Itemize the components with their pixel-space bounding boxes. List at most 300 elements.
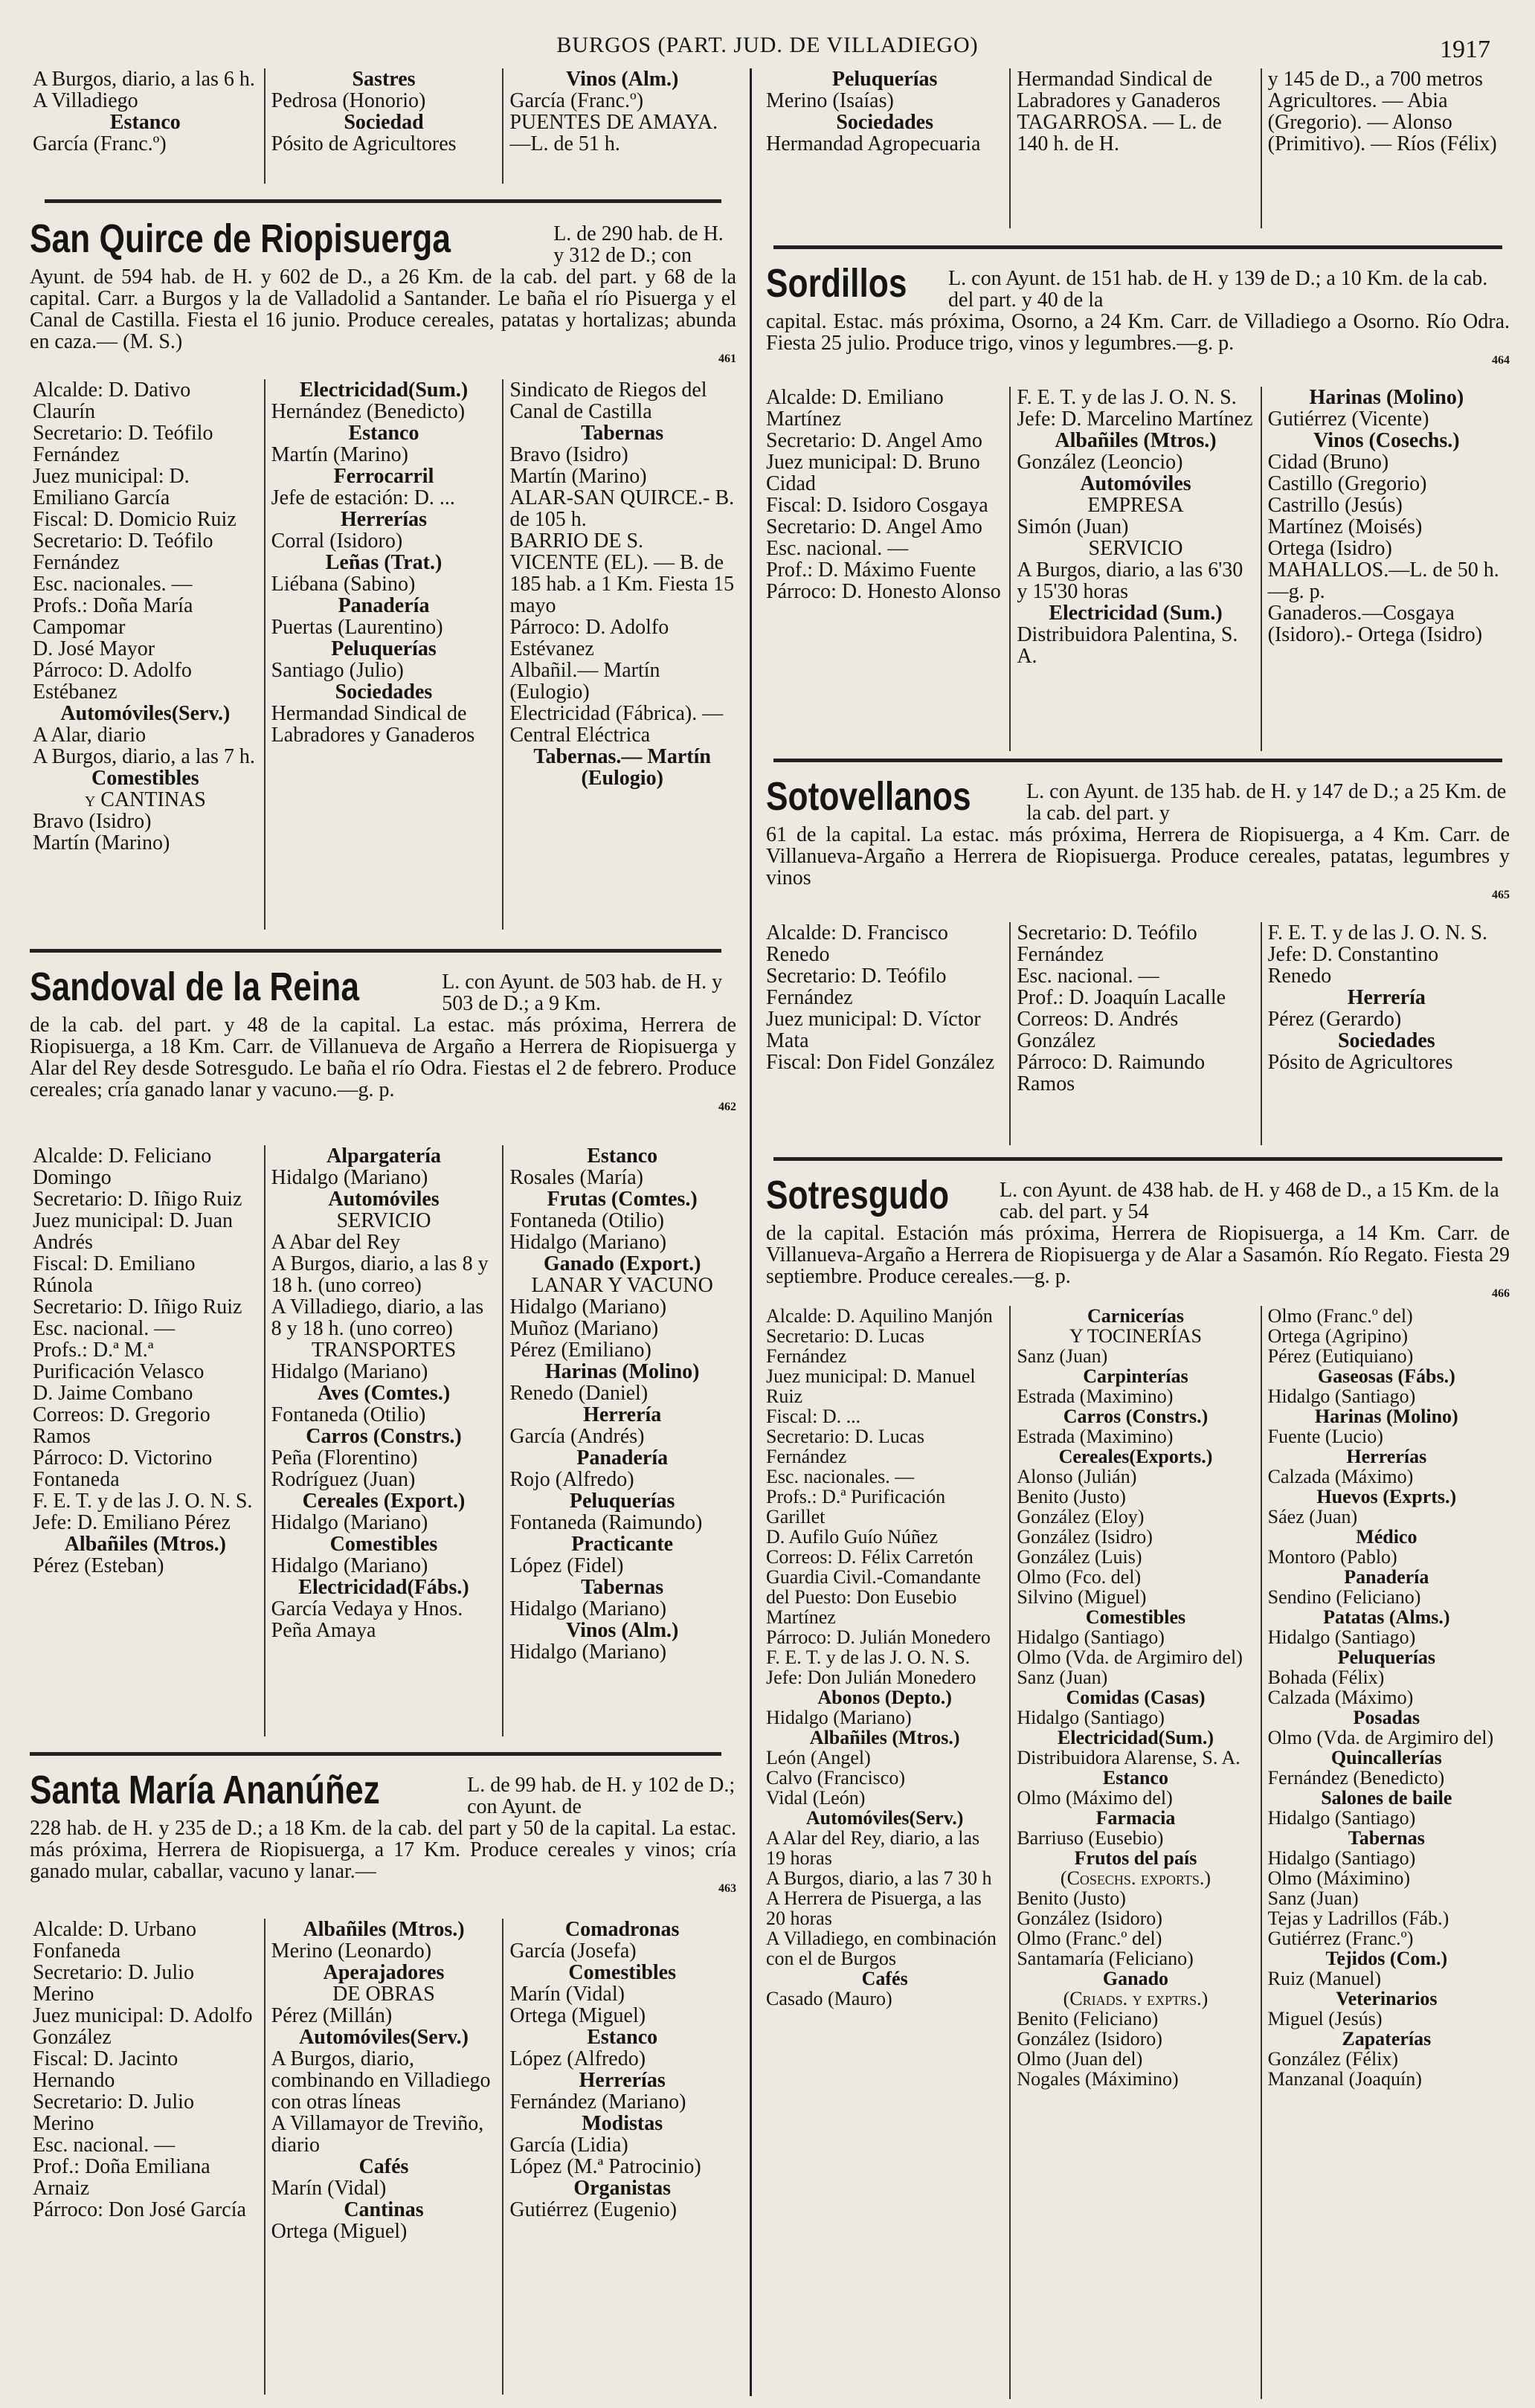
column-line: A Burgos, diario, a las 7 30 h: [766, 1867, 992, 1889]
column-line: Corral (Isidoro): [271, 529, 403, 553]
column-line: Tejidos (Com.): [1325, 1948, 1448, 1969]
column-line: Secretario: D. Teófilo Fernández: [766, 965, 947, 1009]
entry-number: 465: [1492, 889, 1510, 901]
column-line: Párroco: D. Raimundo Ramos: [1017, 1051, 1206, 1095]
column-line: Modistas: [582, 2112, 663, 2135]
column-line: Santiago (Julio): [271, 659, 404, 682]
column-line: DE OBRAS: [332, 1983, 435, 2006]
column-line: Electricidad (Sum.): [1049, 602, 1223, 625]
column: [1009, 922, 1260, 1145]
column-line: Párroco: D. Adolfo Estévanez: [509, 616, 669, 660]
column-line: MAHALLOS.—L. de 50 h.—g. p.: [1267, 558, 1499, 603]
column-line: A Alar, diario: [33, 724, 147, 747]
column-line: Marín (Vidal): [509, 1983, 625, 2006]
column-line: Juez municipal: D. Bruno Cidad: [766, 451, 980, 495]
column-line: Calvo (Francisco): [766, 1767, 906, 1789]
column-line: Sociedades: [335, 680, 433, 704]
section-divider: [773, 759, 1502, 762]
column-line: Herrería: [583, 1403, 662, 1426]
page-column-divider: [750, 68, 752, 2396]
column-line: Alcalde: D. Emiliano Martínez: [766, 387, 944, 431]
column-line: Liébana (Sabino): [271, 573, 416, 596]
column-line: Sindicato de Riegos del Canal de Castilla: [509, 379, 707, 423]
column-line: Albañiles (Mtros.): [809, 1727, 960, 1748]
column-line: Olmo (Máximo del): [1017, 1787, 1173, 1809]
column-line: Gaseosas (Fábs.): [1317, 1365, 1455, 1387]
column-line: Alcalde: D. Francisco Renedo: [766, 922, 948, 966]
column: [502, 68, 741, 184]
column-line: Hidalgo (Santiago): [1017, 1707, 1165, 1728]
entry-description: de la cab. del part. y 48 de la capital. La estac. más próxima, Herrera de Riopisuerga, a 18 Km. Carr. de Villanueva de Argaño a Herrera de Riopisuerga y Alar del Rey desde Sotresgudo. Le baña el río Odra. Fiestas el 2 de febrero. Produce cereales; cría ganado lanar y vacuno.—g. p.: [30, 1014, 736, 1101]
column-line: Fernández (Mariano): [509, 2090, 686, 2114]
column: [760, 922, 1009, 1145]
column-line: A Alar del Rey, diario, a las 19 horas: [766, 1827, 980, 1869]
column-line: Frutos del país: [1074, 1847, 1197, 1869]
column-line: Ortega (Isidro): [1267, 537, 1392, 560]
column-line: Olmo (Juan del): [1017, 2048, 1143, 2070]
column-line: Pérez (Esteban): [33, 1554, 164, 1577]
column-line: Ruiz (Manuel): [1267, 1968, 1381, 1989]
column-line: Rosales (María): [509, 1166, 643, 1189]
column-line: Prof.: D. Máximo Fuente: [766, 558, 976, 582]
column-line: Tejas y Ladrillos (Fáb.): [1267, 1908, 1449, 1929]
column-line: Alcalde: D. Aquilino Manjón: [766, 1306, 993, 1327]
column-line: Secretario: D. Lucas Fernández: [766, 1426, 924, 1467]
column-line: Gutiérrez (Vicente): [1267, 408, 1429, 431]
column-line: Santamaría (Feliciano): [1017, 1948, 1194, 1969]
column-line: Fiscal: D. Isidoro Cosgaya: [766, 494, 988, 517]
column-line: Albañiles (Mtros.): [1055, 429, 1217, 452]
column: [264, 1919, 503, 2395]
column-line: González (Leoncio): [1017, 451, 1183, 474]
entry-description: capital. Estac. más próxima, Osorno, a 24 Km. Carr. de Villadiego a Osorno. Río Odra. Fiesta 25 julio. Produce trigo, vinos y legumbres.—g. p.: [766, 310, 1510, 355]
column-line: Patatas (Alms.): [1323, 1606, 1450, 1628]
column-line: Secretario: D. Teófilo Fernández: [33, 422, 213, 466]
column: [264, 379, 503, 930]
column-line: Comidas (Casas): [1066, 1687, 1206, 1708]
column-line: (Cosechs. exports.): [1060, 1867, 1211, 1889]
column-line: Hidalgo (Mariano): [509, 1295, 667, 1319]
column-line: Estanco: [109, 111, 181, 134]
column-line: Tabernas.— Martín (Eulogio): [533, 745, 711, 790]
column-line: Gutiérrez (Franc.º): [1267, 1928, 1414, 1949]
column: [502, 1919, 741, 2395]
column-line: Distribuidora Alarense, S. A.: [1017, 1747, 1240, 1768]
column-line: Automóviles(Serv.): [299, 2026, 469, 2049]
column-line: Secretario: D. Angel Amo: [766, 515, 982, 538]
column-line: Peluquerías: [569, 1490, 675, 1513]
column-line: A Villadiego: [33, 89, 138, 112]
column-line: Puertas (Laurentino): [271, 616, 443, 639]
column-line: Correos: D. Gregorio Ramos: [33, 1403, 210, 1448]
column-line: Quincallerías: [1330, 1747, 1442, 1768]
column-line: LANAR Y VACUNO: [531, 1274, 713, 1297]
column-line: Ganaderos.—Cosgaya (Isidoro).- Ortega (Isidro): [1267, 602, 1483, 646]
column-line: Fiscal: D. Domicio Ruiz: [33, 508, 236, 531]
column-line: Secretario: D. Julio Merino: [33, 1961, 194, 2006]
column-line: A Villamayor de Treviño, diario: [271, 2112, 484, 2157]
column-line: Pedrosa (Honorio): [271, 89, 426, 112]
column-line: (Criads. y exptrs.): [1063, 1988, 1209, 2009]
entry-head: L. de 290 hab. de H. y 312 de D.; con: [553, 222, 724, 267]
column-line: Pérez (Emiliano): [509, 1339, 651, 1362]
column-line: Guardia Civil.-Comandante del Puesto: Don Eusebio Martínez: [766, 1566, 981, 1628]
section-divider: [773, 245, 1502, 249]
entry-description: 228 hab. de H. y 235 de D.; a 18 Km. de la cab. del part y 50 de la capital. La estac. más próxima, Herrera de Riopisuerga, a 17 Km. Produce cereales y vinos; cría ganado mular, caballar, vacuno y lanar.—: [30, 1817, 736, 1883]
column: [1009, 1306, 1260, 2399]
column-line: Alcalde: D. Feliciano Domingo: [33, 1145, 212, 1189]
column-line: Agricultores. — Abia (Gregorio). — Alonso (Primitivo). — Ríos (Félix): [1267, 89, 1497, 155]
column-line: Albañiles (Mtros.): [303, 1919, 465, 1941]
column-line: Pérez (Eutiquiano): [1267, 1345, 1414, 1367]
column-line: Barriuso (Eusebio): [1017, 1827, 1164, 1849]
column-line: Martín (Marino): [271, 443, 408, 466]
entry-title: San Quirce de Riopisuerga: [30, 216, 451, 261]
column-line: Jefe: Don Julián Monedero: [766, 1667, 976, 1688]
column-line: Pérez (Millán): [271, 2004, 393, 2027]
column: [502, 1145, 741, 1736]
column-line: Esc. nacional. —: [1017, 965, 1159, 988]
column-line: Electricidad (Fábrica). — Central Eléctrica: [509, 702, 724, 747]
column-line: Hermandad Sindical de Labradores y Ganaderos: [271, 702, 475, 747]
column: [27, 379, 264, 930]
section-divider: [30, 1752, 721, 1756]
column-line: Automóviles: [1080, 472, 1191, 495]
column-line: Fontaneda (Otilio): [271, 1403, 426, 1426]
column-line: Hidalgo (Santiago): [1267, 1385, 1416, 1407]
column: [1261, 1306, 1511, 2399]
column-line: Hidalgo (Mariano): [271, 1166, 428, 1189]
column-line: Fuente (Lucio): [1267, 1426, 1383, 1447]
column-line: Alpargatería: [326, 1145, 441, 1168]
column-line: Herrerías: [579, 2069, 666, 2092]
column-line: Martín (Marino): [509, 465, 647, 488]
column-line: F. E. T. y de las J. O. N. S.: [1017, 387, 1237, 409]
column-line: Peña Amaya: [271, 1619, 376, 1642]
column-line: Bravo (Isidro): [33, 810, 152, 833]
column-line: Olmo (Vda. de Argimiro del): [1267, 1727, 1494, 1748]
column-line: López (Fidel): [509, 1554, 624, 1577]
column-line: Hidalgo (Mariano): [509, 1597, 667, 1620]
column-line: Prof.: D. Joaquín Lacalle: [1017, 986, 1226, 1009]
column: [502, 379, 741, 930]
column-line: Vidal (León): [766, 1787, 866, 1809]
column-line: EMPRESA: [1087, 494, 1184, 517]
column-line: Alcalde: D. Dativo Claurín: [33, 379, 191, 423]
column-line: Hidalgo (Mariano): [271, 1511, 428, 1534]
column-line: Herrerías: [340, 508, 428, 531]
column-line: Automóviles(Serv.): [60, 702, 231, 725]
column-line: Pósito de Agricultores: [271, 132, 457, 155]
column-line: Frutas (Comtes.): [547, 1188, 698, 1211]
column-line: TAGARROSA. — L. de 140 h. de H.: [1017, 111, 1222, 155]
entry-title: Santa María Ananúñez: [30, 1768, 380, 1812]
entry-title: Sandoval de la Reina: [30, 965, 359, 1009]
column-line: Renedo (Daniel): [509, 1382, 649, 1405]
column-line: Juez municipal: D. Manuel Ruiz: [766, 1365, 976, 1407]
column-line: y 145 de D., a 700 metros: [1267, 68, 1483, 91]
column-line: Panadería: [576, 1446, 669, 1469]
section-divider: [45, 199, 721, 203]
column-line: García Vedaya y Hnos.: [271, 1597, 463, 1620]
column-line: Harinas (Molino): [544, 1360, 700, 1383]
column-line: Cafés: [861, 1968, 908, 1989]
column-line: Sociedades: [1337, 1029, 1435, 1052]
santa-maria-columns: [27, 1919, 741, 2395]
column-line: Hidalgo (Santiago): [1017, 1626, 1165, 1648]
column-line: F. E. T. y de las J. O. N. S.: [766, 1646, 971, 1668]
column-line: Pérez (Gerardo): [1267, 1008, 1402, 1031]
column-line: Profs.: Doña María Campomar: [33, 594, 193, 639]
column-line: Secretario: D. Teófilo Fernández: [1017, 922, 1197, 966]
column-line: García (Franc.º): [509, 89, 644, 112]
column: [1261, 922, 1511, 1145]
column-line: Martínez (Moisés): [1267, 515, 1423, 538]
column-line: López (M.ª Patrocinio): [509, 2155, 701, 2178]
column-line: Ortega (Miguel): [271, 2220, 408, 2243]
column-line: Tabernas: [1348, 1827, 1425, 1849]
page-number: 1917: [1440, 36, 1490, 63]
column-line: Hidalgo (Mariano): [271, 1360, 428, 1383]
entry-description: de la capital. Estación más próxima, Herrera de Riopisuerga, a 14 Km. Carr. de Villanueva-Argaño a Herrera de Riopisuerga y de Alar a Sasamón. Río Regato. Fiesta 29 septiembre. Produce cereales.—g. p.: [766, 1222, 1510, 1288]
column-line: Huevos (Exprts.): [1316, 1486, 1457, 1507]
column-line: Olmo (Fco. del): [1017, 1566, 1142, 1588]
column-line: Hidalgo (Santiago): [1267, 1626, 1416, 1648]
column-line: Harinas (Molino): [1314, 1406, 1458, 1427]
column-line: Manzanal (Joaquín): [1267, 2068, 1422, 2090]
column-line: Fiscal: D. ...: [766, 1406, 861, 1427]
column-line: Y TOCINERÍAS: [1069, 1325, 1202, 1347]
column-line: Juez municipal: D. Emiliano García: [33, 465, 190, 509]
column-line: González (Isidoro): [1017, 2028, 1162, 2050]
column-line: Ferrocarril: [333, 465, 434, 488]
column-line: Comadronas: [564, 1919, 680, 1941]
column-line: Jefe: D. Constantino Renedo: [1267, 943, 1439, 988]
column-line: Sociedad: [344, 111, 424, 134]
column-line: Secretario: D. Angel Amo: [766, 429, 982, 452]
column-line: Hidalgo (Mariano): [509, 1641, 667, 1664]
column-line: Ganado: [1102, 1968, 1169, 1989]
column-line: Correos: D. Félix Carretón: [766, 1546, 974, 1568]
column-line: Panadería: [338, 594, 430, 617]
column-line: Calzada (Máximo): [1267, 1466, 1414, 1487]
column-line: Farmacia: [1095, 1807, 1176, 1829]
sotovellanos-columns: [760, 922, 1511, 1145]
column-line: D. José Mayor: [33, 637, 155, 660]
column: [264, 68, 503, 184]
section-divider: [30, 949, 721, 953]
column-line: Secretario: D. Lucas Fernández: [766, 1325, 924, 1367]
top-left-continuation: [27, 68, 741, 184]
column-line: Fiscal: Don Fidel González: [766, 1051, 995, 1074]
column-line: Martín (Marino): [33, 831, 170, 854]
column-line: Peluquerías: [1337, 1646, 1436, 1668]
column-line: Párroco: Don José García: [33, 2198, 246, 2221]
column-line: Fontaneda (Otilio): [509, 1209, 664, 1232]
entry-santa-maria: [30, 1767, 736, 1896]
entry-number: 461: [718, 352, 736, 365]
page-header: [30, 30, 1505, 65]
column-line: A Herrera de Pisuerga, a las 20 horas: [766, 1887, 982, 1929]
column-line: Casado (Mauro): [766, 1988, 892, 2009]
column-line: García (Lidia): [509, 2134, 628, 2157]
column-line: Olmo (Máximino): [1267, 1867, 1411, 1889]
column-line: Panadería: [1344, 1566, 1429, 1588]
column-line: Organistas: [573, 2177, 672, 2200]
column-line: Merino (Isaías): [766, 89, 894, 112]
column-line: A Burgos, diario, combinando en Villadiego con otras líneas: [271, 2047, 491, 2114]
column: [264, 1145, 503, 1736]
column-line: Ortega (Miguel): [509, 2004, 646, 2027]
entry-title: Sotresgudo: [766, 1173, 950, 1217]
column-line: González (Isidro): [1017, 1526, 1153, 1548]
entry-description: 61 de la capital. La estac. más próxima, Herrera de Riopisuerga, a 4 Km. Carr. de Villanueva-Argaño a Herrera de Riopisuerga. Produce cereales, patatas, legumbres y vinos: [766, 823, 1510, 889]
column-line: Alonso (Julián): [1017, 1466, 1137, 1487]
column-line: A Burgos, diario, a las 8 y 18 h. (uno correo): [271, 1252, 489, 1297]
column-line: Sanz (Juan): [1267, 1887, 1359, 1909]
column-line: Juez municipal: D. Juan Andrés: [33, 1209, 234, 1254]
column-line: Aperajadores: [323, 1961, 445, 1984]
column-line: Secretario: D. Teófilo Fernández: [33, 529, 213, 574]
running-title: BURGOS (PART. JUD. DE VILLADIEGO): [556, 33, 979, 57]
sotresgudo-columns: [760, 1306, 1511, 2399]
column: [1261, 68, 1511, 228]
column-line: Electricidad(Fábs.): [298, 1576, 469, 1599]
column-line: Sanz (Juan): [1017, 1667, 1108, 1688]
column-line: Calzada (Máximo): [1267, 1687, 1414, 1708]
column-line: Carpinterías: [1083, 1365, 1188, 1387]
column-line: Estrada (Maximino): [1017, 1385, 1174, 1407]
column-line: Hidalgo (Mariano): [766, 1707, 912, 1728]
entry-sotovellanos: [766, 773, 1510, 902]
column-line: Sociedades: [836, 111, 933, 134]
column-line: Cereales(Exports.): [1058, 1446, 1213, 1467]
column-line: Zapaterías: [1342, 2028, 1432, 2050]
column: [27, 68, 264, 184]
column-line: Comestibles: [1085, 1606, 1186, 1628]
column-line: Fiscal: D. Jacinto Hernando: [33, 2047, 178, 2092]
column-line: SERVICIO: [336, 1209, 431, 1232]
entry-sandoval: [30, 964, 736, 1114]
column-line: Hermandad Agropecuaria: [766, 132, 981, 155]
column-line: Bohada (Félix): [1267, 1667, 1385, 1688]
column-line: León (Angel): [766, 1747, 871, 1768]
column-line: SERVICIO: [1088, 537, 1183, 560]
column-line: González (Félix): [1267, 2048, 1399, 2070]
column-line: F. E. T. y de las J. O. N. S.: [33, 1490, 253, 1513]
column-line: Esc. nacionales. —: [33, 573, 193, 596]
column-line: Electricidad(Sum.): [1057, 1727, 1214, 1748]
column-line: Abonos (Depto.): [817, 1687, 952, 1708]
column-line: Hidalgo (Mariano): [271, 1554, 428, 1577]
column-line: Jefe: D. Marcelino Martínez: [1017, 408, 1253, 431]
column-line: Practicante: [571, 1533, 674, 1556]
entry-head: L. con Ayunt. de 151 hab. de H. y 139 de D.; a 10 Km. de la cab. del part. y 40 de la: [948, 267, 1488, 312]
entry-number: 464: [1492, 354, 1510, 367]
column-line: Esc. nacional. —: [766, 537, 909, 560]
column-line: Carnicerías: [1087, 1306, 1184, 1327]
column-line: Fontaneda (Raimundo): [509, 1511, 703, 1534]
column-line: Olmo (Vda. de Argimiro del): [1017, 1646, 1243, 1668]
column-line: Olmo (Franc.º del): [1267, 1306, 1413, 1327]
column-line: Cantinas: [344, 2198, 424, 2221]
section-divider: [773, 1157, 1502, 1161]
column-line: Juez municipal: D. Adolfo González: [33, 2004, 253, 2049]
column-line: Estanco: [1102, 1767, 1169, 1789]
column-line: Comestibles: [568, 1961, 676, 1984]
column-line: Sáez (Juan): [1267, 1506, 1358, 1527]
column-line: Fernández (Benedicto): [1267, 1767, 1445, 1789]
column-line: Silvino (Miguel): [1017, 1586, 1147, 1608]
column: [760, 387, 1009, 751]
column-line: Nogales (Máximino): [1017, 2068, 1179, 2090]
column-line: Ganado (Export.): [543, 1252, 701, 1275]
column-line: Peluquerías: [831, 68, 938, 91]
column-line: TRANSPORTES: [311, 1339, 457, 1362]
column-line: Sanz (Juan): [1017, 1345, 1108, 1367]
column-line: Veterinarios: [1336, 1988, 1438, 2009]
column-line: Juez municipal: D. Víctor Mata: [766, 1008, 981, 1052]
column-line: y CANTINAS: [84, 788, 206, 811]
column-line: Cafés: [358, 2155, 409, 2178]
column-line: González (Isidoro): [1017, 1908, 1162, 1929]
column-line: Benito (Justo): [1017, 1486, 1126, 1507]
column-line: García (Josefa): [509, 1939, 637, 1963]
column-line: García (Franc.º): [33, 132, 167, 155]
column-line: Estanco: [348, 422, 419, 445]
column-line: Rodríguez (Juan): [271, 1468, 416, 1491]
column-line: Salones de baile: [1321, 1787, 1452, 1809]
column-line: F. E. T. y de las J. O. N. S.: [1267, 922, 1488, 944]
column-line: Secretario: D. Iñigo Ruiz: [33, 1188, 242, 1211]
column-line: Tabernas: [581, 1576, 664, 1599]
entry-sordillos: [766, 260, 1510, 367]
column-line: Comestibles: [329, 1533, 438, 1556]
column: [1009, 387, 1260, 751]
column-line: BARRIO DE S. VICENTE (EL). — B. de 185 hab. a 1 Km. Fiesta 15 mayo: [509, 529, 735, 617]
top-right-continuation: [760, 68, 1511, 228]
column-line: Peña (Florentino): [271, 1446, 418, 1469]
column: [27, 1145, 264, 1736]
column: [1009, 68, 1260, 228]
column: [27, 1919, 264, 2395]
column-line: Fiscal: D. Emiliano Rúnola: [33, 1252, 196, 1297]
column-line: González (Eloy): [1017, 1506, 1145, 1527]
sordillos-columns: [760, 387, 1511, 751]
column-line: Herrería: [1347, 986, 1426, 1009]
entry-description: Ayunt. de 594 hab. de H. y 602 de D., a 26 Km. de la cab. del part. y 68 de la capital. Carr. a Burgos y la de Valladolid a Santander. Le baña el río Pisuerga y el Canal de Castilla. Fiesta el 16 junio. Produce cereales, patatas y hortalizas; abunda en caza.— (M. S.): [30, 265, 736, 353]
column-line: Esc. nacionales. —: [766, 1466, 915, 1487]
column-line: Correos: D. Andrés González: [1017, 1008, 1179, 1052]
column-line: Castillo (Gregorio): [1267, 472, 1427, 495]
column-line: Olmo (Franc.º del): [1017, 1928, 1162, 1949]
san-quirce-columns: [27, 379, 741, 930]
column-line: Muñoz (Mariano): [509, 1317, 659, 1340]
column-line: Párroco: D. Adolfo Estébanez: [33, 659, 192, 704]
column-line: Médico: [1356, 1526, 1417, 1548]
entry-number: 466: [1492, 1287, 1510, 1300]
column-line: Albañiles (Mtros.): [64, 1533, 226, 1556]
column-line: A Burgos, diario, a las 6'30 y 15'30 horas: [1017, 558, 1243, 603]
column-line: Secretario: D. Julio Merino: [33, 2090, 194, 2135]
entry-sotresgudo: [766, 1172, 1510, 1301]
column-line: Merino (Leonardo): [271, 1939, 432, 1963]
column: [760, 1306, 1009, 2399]
column-line: Profs.: D.ª Purificación Garillet: [766, 1486, 946, 1527]
column-line: Vinos (Alm.): [565, 68, 679, 91]
column-line: Albañil.— Martín (Eulogio): [509, 659, 660, 704]
column-line: Párroco: D. Julián Monedero: [766, 1626, 991, 1648]
